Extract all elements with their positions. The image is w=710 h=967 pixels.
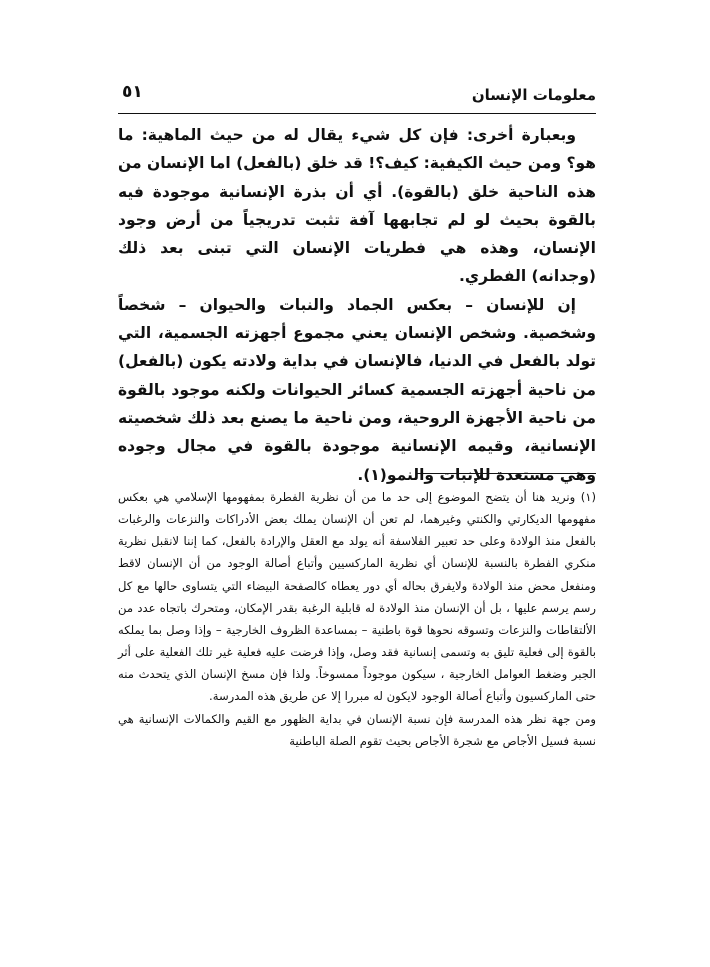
running-title: معلومات الإنسان [471, 86, 596, 104]
footnotes [118, 486, 596, 752]
body-paragraph-1: وبعبارة أخرى: فإن كل شيء يقال له من حيث الماهية: ما هو؟ ومن حيث الكيفية: كيف؟! قد خلق (بالفعل) اما الإنسان من هذه الناحية خلق (بالقوة). أي أن بذرة الإنسانية موجودة فيه بالقوة بحيث لو لم تجابهها آفة تثبت تدريجياً من أرض وجود الإنسان، وهذه هي فطريات الإنسان التي تبنى بعد ذلك (وجدانه) الفطري. [118, 126, 596, 286]
body-paragraph-2: إن للإنسان – بعكس الجماد والنبات والحيوان – شخصاً وشخصية. وشخص الإنسان يعني مجموع أجهزته الجسمية، التي تولد بالفعل في الدنيا، فالإنسان في بداية ولادته يكون (بالفعل) من ناحية أجهزته الجسمية كسائر الحيوانات ولكنه موجود بالقوة من ناحية الأجهزة الروحية، ومن ناحية ما يصنع بعد ذلك شخصيته الإنسانية، وقيمه الإنسانية موجودة بالقوة في مجال وجوده وهي مستعدة للإنبات والنمو(١). [118, 295, 596, 484]
main-text [118, 121, 596, 489]
footnote-continuation: ومن جهة نظر هذه المدرسة فإن نسبة الإنسان في بداية الظهور مع القيم والكمالات الإنسانية هي نسبة فسيل الأجاص مع شجرة الأجاص بحيث تقوم الصلة الباطنية [118, 711, 596, 748]
footnote-1: (١) ونريد هنا أن يتضح الموضوع إلى حد ما من أن نظرية الفطرة بمفهومها الإسلامي هي بعكس مفهومها الديكارتي والكنتي وغيرهما، لم تعن أن الإنسان يملك بعض الأدراكات والنزعات والرغبات بالفعل منذ الولادة وعلى حد تعبير الفلاسفة أنه يولد مع العقل والإرادة بالفعل، كما إننا لانقبل نظرية منكري الفطرة بالنسبة للإنسان أي نظرية الماركسيين وأتباع أصالة الوجود من أن الإنسان لاقط ومنفعل محض منذ الولادة ولايفرق بحاله أي دور يعطاه كالصفحة البيضاء التي يتساوى حالها مع كل رسم يرسم عليها ، بل أن الإنسان منذ الولادة له قابلية الرغبة بقدر الإمكان، ومتحرك باتجاه عدد من الألتقاطات والنزعات وتسوقه نحوها قوة باطنية – بمساعدة الظروف الخارجية – وإذا وصل بما يملكه بالقوة إلى فعلية تليق به وتسمى إنسانية فقد وصل، وإذا فرضت عليه فعلية غير تلك الفعلية على أثر الجبر وضغط العوامل الخارجية ، سيكون موجوداً ممسوخاً. ولذا فإن مسخ الإنسان الذي يتحدث منه حتى الماركسيون وأتباع أصالة الوجود لايكون له مبررا إلا عن طريق هذه المدرسة. [118, 490, 596, 704]
page-header [118, 80, 596, 110]
page-number: ٥١ [122, 82, 143, 102]
footnote-divider [416, 473, 596, 474]
header-divider [118, 113, 596, 114]
